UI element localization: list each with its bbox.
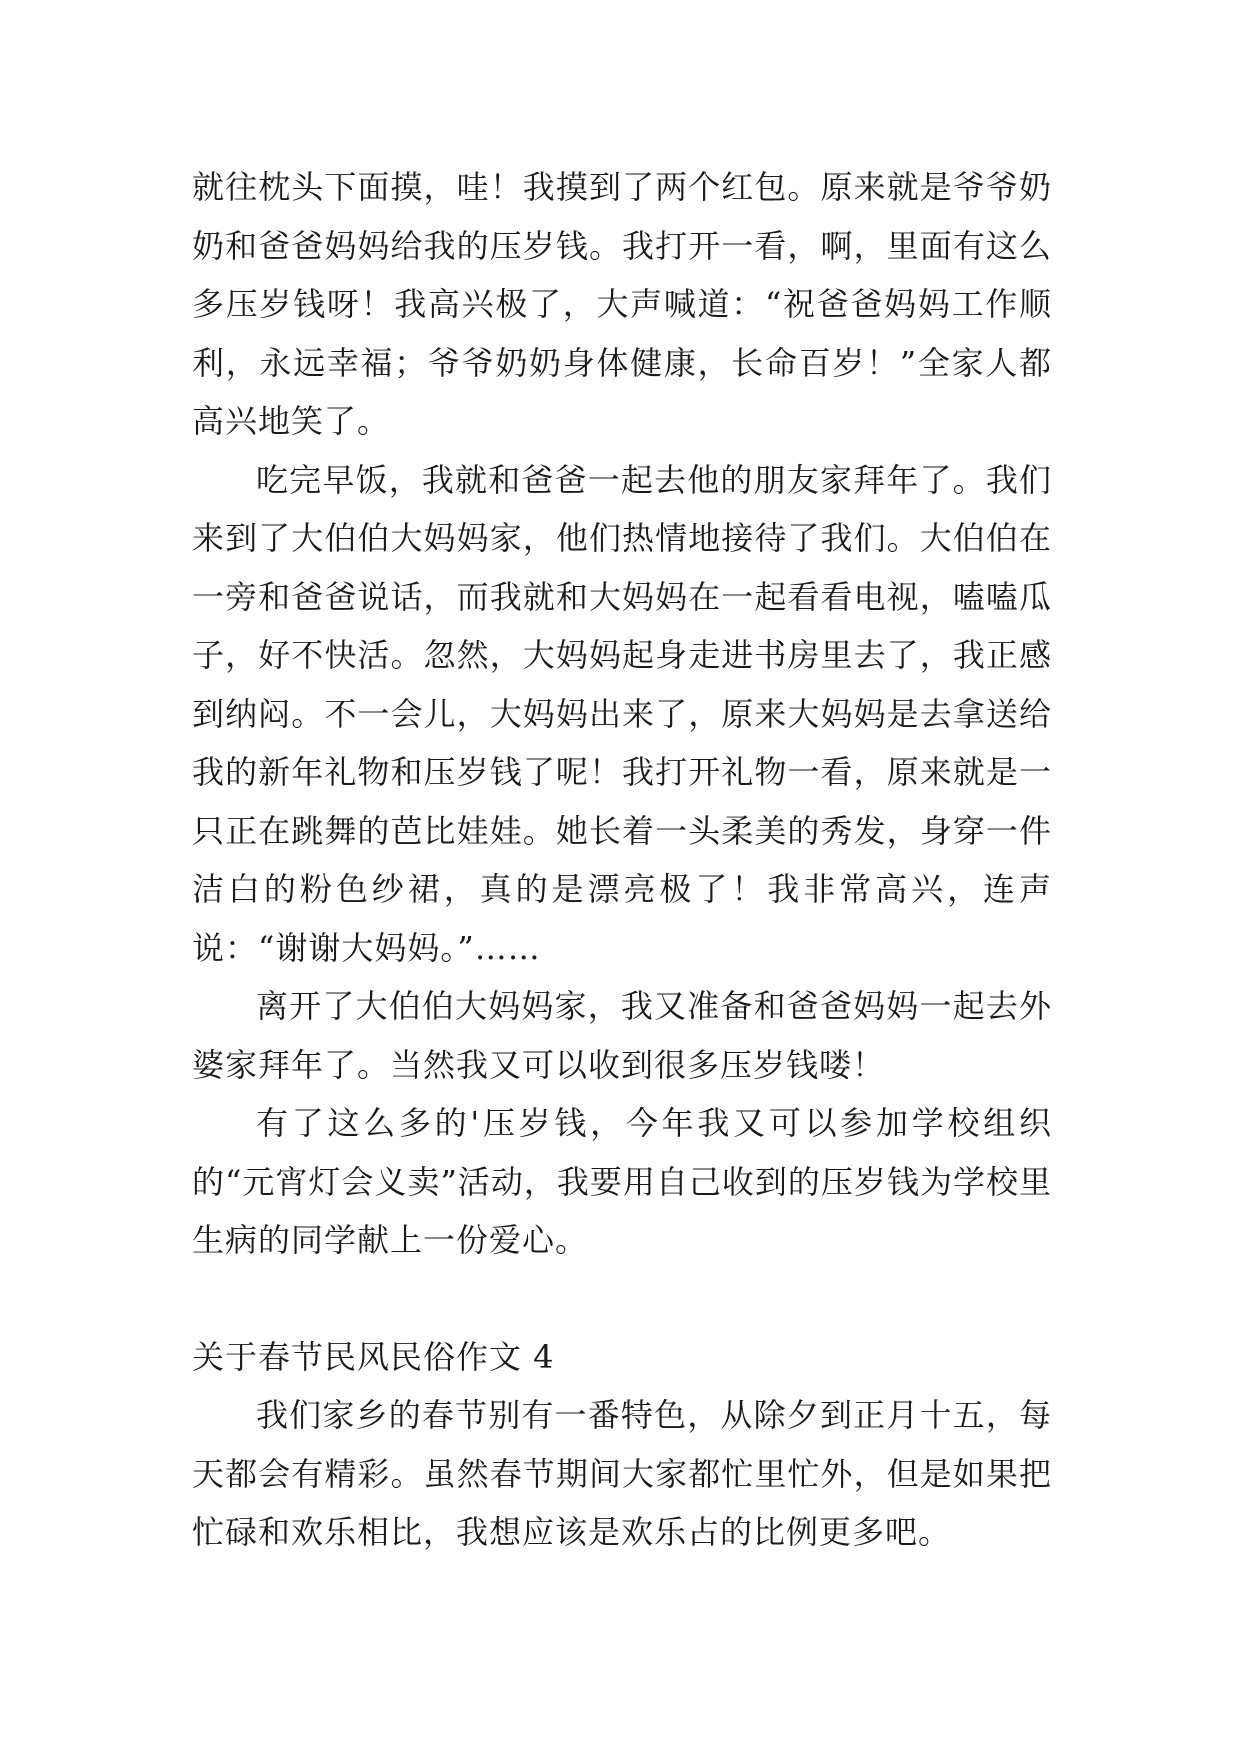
paragraph-3: 离开了大伯伯大妈妈家，我又准备和爸爸妈妈一起去外婆家拜年了。当然我又可以收到很多压岁钱喽！	[192, 987, 1052, 1084]
paragraph-2: 吃完早饭，我就和爸爸一起去他的朋友家拜年了。我们来到了大伯伯大妈妈家，他们热情地接待了我们。大伯伯在一旁和爸爸说话，而我就和大妈妈在一起看看电视，嗑嗑瓜子，好不快活。忽然，大妈妈起身走进书房里去了，我正感到纳闷。不一会儿，大妈妈出来了，原来大妈妈是去拿送给我的新年礼物和压岁钱了呢！我打开礼物一看，原来就是一只正在跳舞的芭比娃娃。她长着一头柔美的秀发，身穿一件洁白的粉色纱裙，真的是漂亮极了！我非常高兴，连声说：“谢谢大妈妈。”……	[192, 460, 1052, 967]
paragraph-1: 就往枕头下面摸，哇！我摸到了两个红包。原来就是爷爷奶奶和爸爸妈妈给我的压岁钱。我打开一看，啊，里面有这么多压岁钱呀！我高兴极了，大声喊道：“祝爸爸妈妈工作顺利，永远幸福；爷爷奶奶身体健康，长命百岁！”全家人都高兴地笑了。	[192, 168, 1052, 440]
paragraph-4: 有了这么多的'压岁钱，今年我又可以参加学校组织的“元宵灯会义卖”活动，我要用自己收到的压岁钱为学校里生病的同学献上一份爱心。	[192, 1104, 1052, 1259]
section-paragraph-1: 我们家乡的春节别有一番特色，从除夕到正月十五，每天都会有精彩。虽然春节期间大家都忙里忙外，但是如果把忙碌和欢乐相比，我想应该是欢乐占的比例更多吧。	[192, 1396, 1052, 1551]
document-page	[192, 158, 1052, 1562]
section-heading: 关于春节民风民俗作文 4	[192, 1337, 555, 1376]
